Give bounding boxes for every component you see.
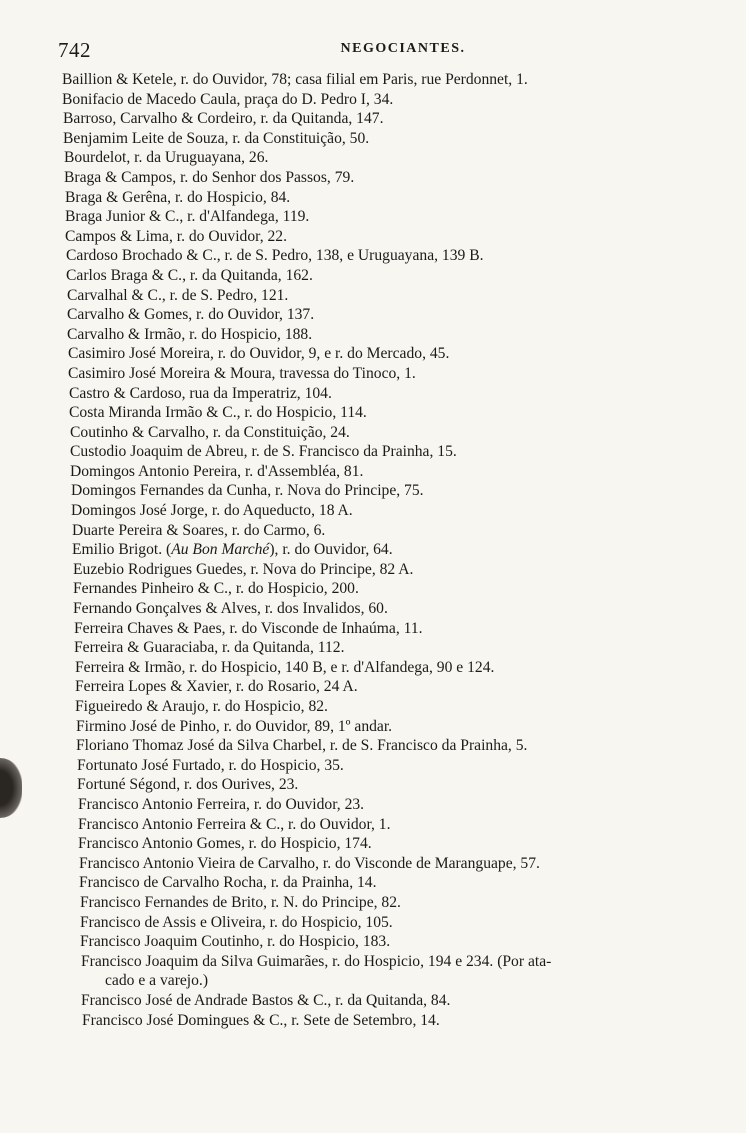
merchant-entry: Coutinho & Carvalho, r. da Constituição, 24. bbox=[70, 423, 350, 441]
merchant-entry: Ferreira & Guaraciaba, r. da Quitanda, 112. bbox=[74, 639, 345, 657]
merchant-entry: Fortunato José Furtado, r. do Hospicio, 35. bbox=[77, 756, 344, 774]
merchant-entry: Francisco José de Andrade Bastos & C., r. da Quitanda, 84. bbox=[81, 991, 451, 1009]
merchant-entry: Carvalho & Irmão, r. do Hospicio, 188. bbox=[67, 325, 313, 343]
merchant-entry: Domingos José Jorge, r. do Aqueducto, 18 A. bbox=[71, 502, 353, 520]
merchant-entry: Floriano Thomaz José da Silva Charbel, r. de S. Francisco da Prainha, 5. bbox=[76, 737, 528, 755]
entry-text: Francisco Joaquim da Silva Guimarães, r. do Hospicio, 194 e 234. (Por ata- bbox=[81, 952, 552, 970]
merchant-entry bbox=[62, 952, 712, 991]
merchant-entry: Francisco José Domingues & C., r. Sete de Setembro, 14. bbox=[82, 1011, 440, 1029]
merchant-entry: Francisco Fernandes de Brito, r. N. do Principe, 82. bbox=[80, 893, 401, 911]
merchant-entry: Euzebio Rodrigues Guedes, r. Nova do Principe, 82 A. bbox=[73, 560, 414, 578]
merchant-entry: Casimiro José Moreira, r. do Ouvidor, 9, e r. do Mercado, 45. bbox=[68, 345, 450, 363]
merchant-entry: Braga Junior & C., r. d'Alfandega, 119. bbox=[65, 208, 310, 226]
merchant-entry: Domingos Fernandes da Cunha, r. Nova do Principe, 75. bbox=[71, 482, 424, 500]
merchant-entry: Ferreira Chaves & Paes, r. do Visconde de Inhaúma, 11. bbox=[74, 619, 423, 637]
merchant-entry: Barroso, Carvalho & Cordeiro, r. da Quitanda, 147. bbox=[63, 110, 384, 128]
merchant-entry: Duarte Pereira & Soares, r. do Carmo, 6. bbox=[72, 521, 326, 539]
merchant-entry: Francisco Antonio Ferreira & C., r. do Ouvidor, 1. bbox=[78, 815, 391, 833]
merchant-entry: Carvalhal & C., r. de S. Pedro, 121. bbox=[67, 286, 289, 304]
merchant-entry: Fernandes Pinheiro & C., r. do Hospicio, 200. bbox=[73, 580, 359, 598]
merchant-entry: Bourdelot, r. da Uruguayana, 26. bbox=[64, 149, 269, 167]
entry-text: ), r. do Ouvidor, 64. bbox=[269, 541, 393, 559]
entry-continuation: cado e a varejo.) bbox=[105, 972, 209, 990]
merchant-entry: Carlos Braga & C., r. da Quitanda, 162. bbox=[66, 266, 313, 284]
merchant-entry: Fortuné Ségond, r. dos Ourives, 23. bbox=[77, 776, 299, 794]
merchant-entry: Benjamim Leite de Souza, r. da Constituição, 50. bbox=[63, 129, 370, 147]
store-name: Au Bon Marché bbox=[171, 541, 270, 559]
merchant-entry: Fernando Gonçalves & Alves, r. dos Invalidos, 60. bbox=[73, 600, 388, 618]
merchant-entry: Francisco Antonio Vieira de Carvalho, r. do Visconde de Maranguape, 57. bbox=[79, 854, 540, 872]
merchant-entry: Custodio Joaquim de Abreu, r. de S. Francisco da Prainha, 15. bbox=[70, 443, 457, 461]
merchant-entry: Casimiro José Moreira & Moura, travessa do Tinoco, 1. bbox=[68, 364, 416, 382]
merchant-entry: Baillion & Ketele, r. do Ouvidor, 78; casa filial em Paris, rue Perdonnet, 1. bbox=[62, 71, 528, 88]
merchant-entry: Ferreira & Irmão, r. do Hospicio, 140 B, e r. d'Alfandega, 90 e 124. bbox=[75, 658, 495, 676]
ink-blot bbox=[0, 758, 22, 818]
merchant-entry: Firmino José de Pinho, r. do Ouvidor, 89, 1º andar. bbox=[76, 717, 393, 735]
merchant-entry: Domingos Antonio Pereira, r. d'Assembléa, 81. bbox=[70, 462, 364, 480]
merchant-entry: Figueiredo & Araujo, r. do Hospicio, 82. bbox=[75, 698, 328, 715]
merchant-entry bbox=[62, 540, 712, 560]
merchant-entry: Castro & Cardoso, rua da Imperatriz, 104. bbox=[69, 384, 332, 402]
merchant-entry: Campos & Lima, r. do Ouvidor, 22. bbox=[65, 227, 288, 245]
entry-text: Emilio Brigot. ( bbox=[72, 541, 172, 559]
merchant-entry: Carvalho & Gomes, r. do Ouvidor, 137. bbox=[67, 306, 315, 324]
merchant-entry: Costa Miranda Irmão & C., r. do Hospicio, 114. bbox=[69, 404, 367, 422]
merchant-entry: Francisco Joaquim Coutinho, r. do Hospicio, 183. bbox=[80, 933, 391, 951]
merchant-entry: Cardoso Brochado & C., r. de S. Pedro, 138, e Uruguayana, 139 B. bbox=[66, 247, 484, 265]
merchant-entry: Francisco Antonio Gomes, r. do Hospicio, 174. bbox=[78, 835, 372, 853]
merchant-entry: Braga & Gerêna, r. do Hospicio, 84. bbox=[65, 188, 291, 206]
merchant-entry: Francisco Antonio Ferreira, r. do Ouvidor, 23. bbox=[78, 795, 365, 813]
page-header bbox=[58, 36, 698, 66]
merchant-entry: Braga & Campos, r. do Senhor dos Passos, 79. bbox=[64, 168, 355, 186]
merchant-entry: Francisco de Assis e Oliveira, r. do Hospicio, 105. bbox=[80, 913, 393, 931]
merchant-entry: Ferreira Lopes & Xavier, r. do Rosario, 24 A. bbox=[75, 678, 358, 696]
merchant-entry: Bonifacio de Macedo Caula, praça do D. Pedro I, 34. bbox=[62, 90, 394, 108]
page-number: 742 bbox=[58, 38, 91, 62]
merchant-list bbox=[62, 70, 712, 1030]
merchant-entry: Francisco de Carvalho Rocha, r. da Prainha, 14. bbox=[79, 874, 377, 892]
section-title: NEGOCIANTES. bbox=[340, 41, 466, 56]
